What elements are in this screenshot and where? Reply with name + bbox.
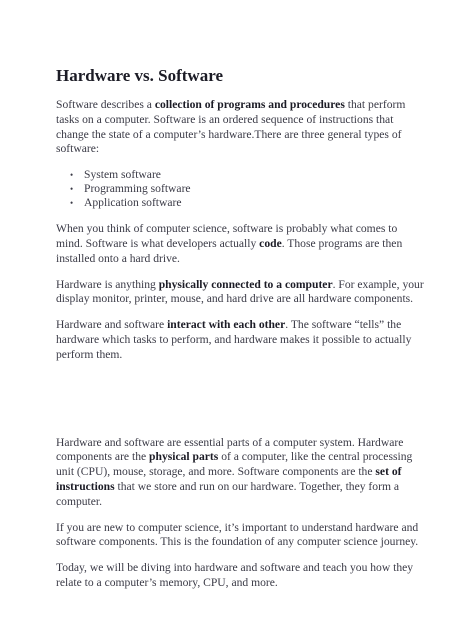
bullet-icon: • — [70, 184, 74, 195]
bold-phrase: code — [259, 236, 282, 250]
bold-phrase: interact with each other — [167, 318, 286, 332]
bold-phrase: set of instructions — [56, 465, 402, 493]
list-item — [70, 182, 426, 196]
bold-phrase: physically connected to a computer — [158, 277, 333, 291]
list-item — [70, 196, 426, 210]
paragraph-interaction — [56, 318, 426, 362]
paragraph-software-code — [56, 222, 426, 266]
document-title: Hardware vs. Software — [56, 66, 223, 85]
bullet-icon: • — [70, 170, 74, 181]
list-item-label: Programming software — [84, 182, 191, 196]
paragraph-hardware-definition — [56, 278, 426, 308]
text-run: . For example, your display monitor, printer, mouse, and hard drive are all hardware components. — [56, 277, 424, 306]
list-item-label: Application software — [84, 196, 182, 210]
document-page — [56, 66, 426, 602]
text-run: Hardware is anything — [56, 277, 159, 291]
text-run: Software describes a — [56, 98, 155, 111]
text-run: Hardware and software are essential parts of a computer system. Hardware components are the — [56, 435, 404, 464]
text-run: that we store and run on our hardware. Together, they form a computer. — [56, 479, 400, 508]
list-item — [70, 168, 426, 182]
section-gap — [56, 374, 426, 436]
text-run: . The software “tells” the hardware which tasks to perform, and hardware makes it possible to actually perform them. — [56, 318, 412, 361]
paragraph-essential-parts — [56, 436, 426, 510]
bold-phrase: collection of programs and procedures — [154, 98, 345, 111]
text-run: . Those programs are then installed onto a hard drive. — [56, 236, 403, 265]
text-run: Hardware and software — [56, 318, 168, 332]
text-run: of a computer, like the central processing unit (CPU), mouse, storage, and more. Software components are the — [56, 450, 413, 479]
bold-phrase: physical parts — [149, 450, 219, 464]
paragraph-foundation: If you are new to computer science, it’s important to understand hardware and software components. This is the foundation of any computer science journey. — [56, 520, 419, 549]
list-item-label: System software — [84, 168, 161, 182]
paragraph-software-definition — [56, 98, 426, 157]
software-types-list — [56, 168, 426, 210]
text-run: When you think of computer science, software is probably what comes to mind. Software is what developers actually — [56, 222, 398, 250]
paragraph-today: Today, we will be diving into hardware and software and teach you how they relate to a computer’s memory, CPU, and more. — [56, 561, 414, 589]
text-run: that perform tasks on a computer. Software is an ordered sequence of instructions that change the state of a computer’s hardware.There are three general types of software: — [56, 98, 406, 156]
bullet-icon: • — [70, 198, 74, 209]
